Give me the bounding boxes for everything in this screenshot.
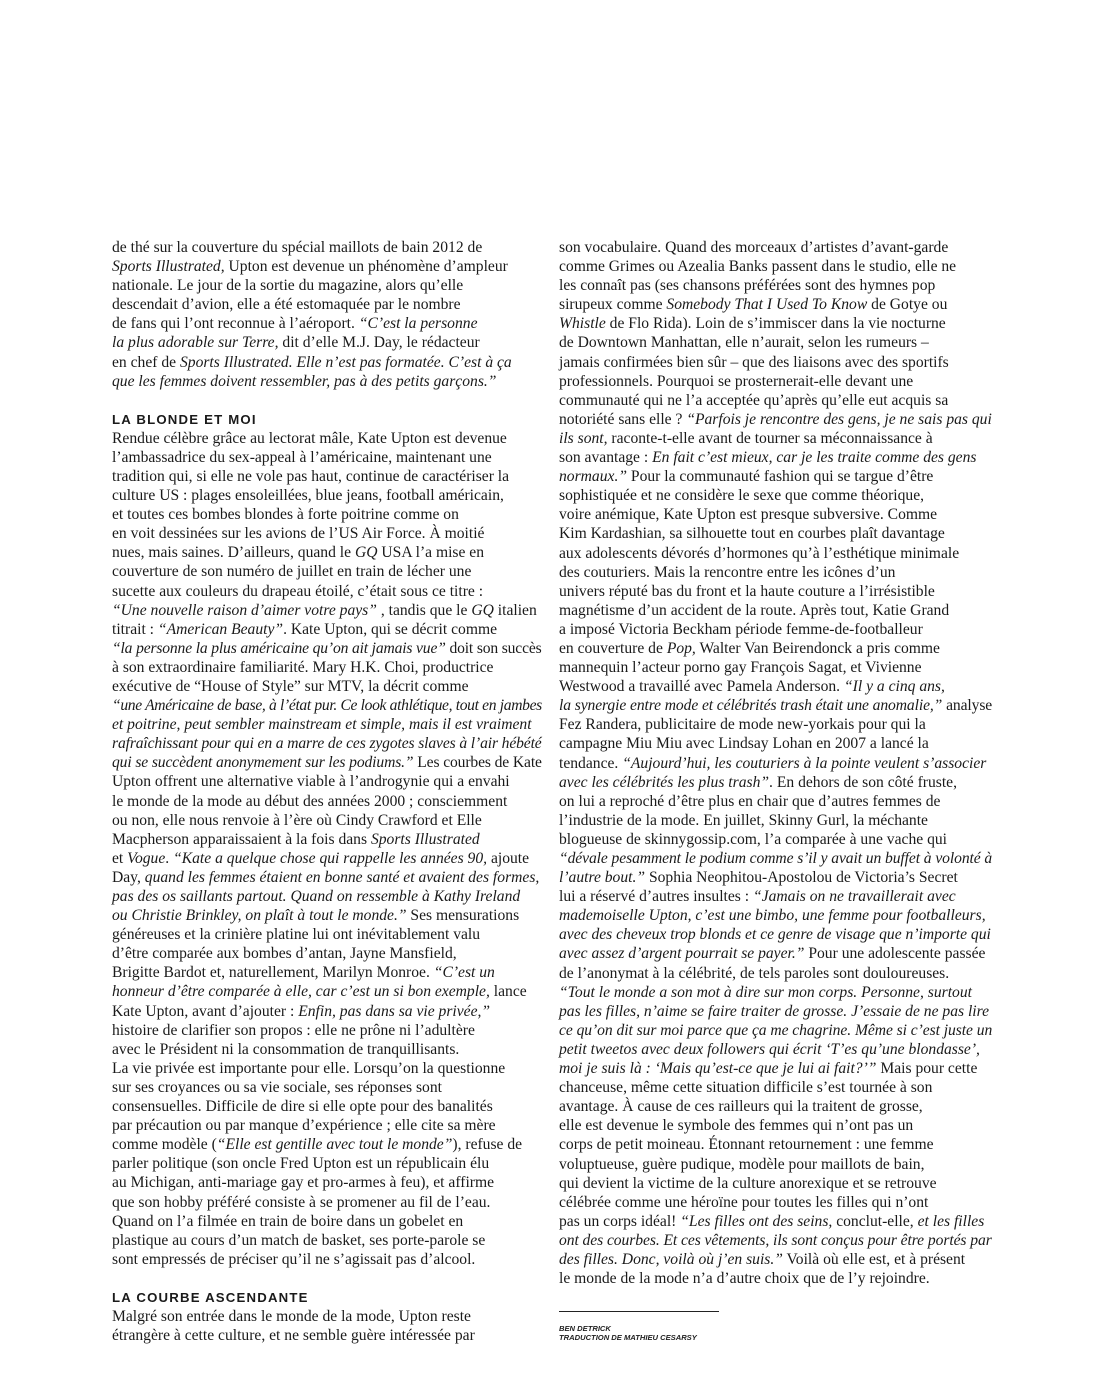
italic-text: normaux.”: [559, 468, 628, 486]
text-line: [112, 448, 542, 467]
text-run: Ses mensurations: [406, 907, 520, 925]
section-paragraph-courbe: [112, 1307, 542, 1345]
text-run: sirupeux comme: [559, 296, 667, 314]
text-run: célébrée comme une héroïne pour toutes les filles qui n’ont: [559, 1193, 929, 1211]
text-line: [112, 467, 542, 486]
text-line: [112, 1040, 542, 1059]
text-line: [559, 1135, 992, 1154]
text-run: culture US : plages ensoleillées, blue jeans, football américain,: [112, 487, 504, 505]
italic-text: Somebody That I Used To Know: [666, 296, 868, 314]
italic-text: “la personne la plus américaine qu’on ait jamais vue”: [112, 639, 446, 657]
section-paragraph-blonde: [112, 429, 542, 1269]
text-run: jamais confirmées bien sûr – que des liaisons avec des sportifs: [559, 353, 949, 371]
italic-text: que les femmes doivent ressembler, pas à des petits garçons.”: [112, 372, 497, 390]
text-line: [112, 639, 542, 658]
text-run: voluptueuse, guère pudique, modèle pour maillots de bain,: [559, 1155, 925, 1173]
text-run: on lui a reproché d’être plus en chair que d’autres femmes de: [559, 792, 941, 810]
text-line: [559, 238, 992, 257]
text-line: [112, 1250, 542, 1269]
italic-text: moi je suis là : ‘Mais qu’est-ce que je lui ai fait?’”: [559, 1060, 877, 1078]
text-run: de Gotye ou: [867, 296, 948, 314]
text-line: [112, 524, 542, 543]
text-run: , tandis que le: [376, 601, 472, 619]
text-line: [112, 1116, 542, 1135]
text-line: [112, 887, 542, 906]
text-run: au Michigan, anti-mariage gay et pro-armes à feu), et affirme: [112, 1174, 495, 1192]
text-line: [112, 1021, 542, 1040]
text-run: l’industrie de la mode. En juillet, Skinny Gurl, la méchante: [559, 811, 928, 829]
text-run: Quand on l’a filmée en train de boire dans un gobelet en: [112, 1212, 464, 1230]
text-line: [112, 1059, 542, 1078]
section-heading-blonde: LA BLONDE ET MOI: [112, 411, 257, 427]
text-run: magnétisme d’un accident de la route. Après tout, Katie Grand: [559, 601, 950, 619]
text-run: consensuelles. Difficile de dire si elle opte pour des banalités: [112, 1098, 493, 1116]
text-line: [112, 429, 542, 448]
text-line: [559, 925, 992, 944]
text-run: des couturiers. Mais la rencontre entre les icônes d’un: [559, 563, 896, 581]
text-line: [559, 1059, 992, 1078]
text-line: [112, 830, 542, 849]
text-run: Malgré son entrée dans le monde de la mode, Upton reste: [112, 1307, 471, 1325]
text-line: [559, 964, 992, 983]
text-run: tendance.: [559, 754, 623, 772]
text-line: [112, 1154, 542, 1173]
text-line: [112, 1231, 542, 1250]
text-line: [112, 314, 542, 333]
text-line: [112, 1326, 542, 1345]
text-line: [559, 295, 992, 314]
text-run: doit son succès: [445, 639, 542, 657]
text-line: [559, 544, 992, 563]
text-line: [112, 1135, 542, 1154]
text-line: [112, 963, 542, 982]
text-line: [112, 1212, 542, 1231]
italic-text: l’autre bout.”: [559, 869, 646, 887]
credits-block: [559, 1324, 697, 1343]
italic-text: ce qu’on dit sur moi parce que ça me chagrine. Même si c’est juste un: [559, 1021, 993, 1039]
text-line: [112, 276, 542, 295]
text-run: blogueuse de skinnygossip.com, l’a comparée à une vache qui: [559, 830, 947, 848]
italic-text: “Elle est gentille avec tout le monde”: [216, 1136, 453, 1154]
section-heading-courbe: LA COURBE ASCENDANTE: [112, 1289, 309, 1305]
text-line: [112, 295, 542, 314]
text-line: [559, 524, 992, 543]
italic-text: “C’est la personne: [358, 315, 478, 333]
italic-text: avec assez d’argent pourrait se payer.”: [559, 945, 805, 963]
text-run: raconte-t-elle avant de tourner sa méconnaissance à: [607, 429, 933, 447]
text-run: . En dehors de son côté fruste,: [769, 773, 957, 791]
translator-credit: TRADUCTION DE MATHIEU CESARSY: [559, 1333, 697, 1343]
text-run: Pour la communauté fashion qui se targue d’être: [627, 468, 934, 486]
text-line: [559, 372, 992, 391]
text-line: [559, 276, 992, 295]
text-line: [559, 1269, 992, 1288]
text-line: [559, 486, 992, 505]
text-run: pas un corps idéal!: [559, 1212, 681, 1230]
text-line: [112, 1002, 542, 1021]
italic-text: “Parfois je rencontre des gens, je ne sais pas qui: [686, 410, 992, 428]
text-run: à son extraordinaire familiarité. Mary H.K. Choi, productrice: [112, 658, 494, 676]
text-run: lance: [489, 983, 527, 1001]
text-run: italien: [493, 601, 537, 619]
italic-text: pas les filles, n’aime se faire traiter de grosse. J’essaie de ne pas lire: [559, 1002, 990, 1020]
italic-text: GQ: [471, 601, 494, 619]
text-line: [112, 753, 542, 772]
italic-text: Whistle: [559, 315, 606, 333]
italic-text: “Tout le monde a son mot à dire sur mon corps. Personne, surtout: [559, 983, 972, 1001]
text-run: de thé sur la couverture du spécial maillots de bain 2012 de: [112, 239, 483, 256]
italic-text: honneur d’être comparée à elle, car c’est un si bon exemple,: [112, 983, 490, 1001]
text-line: [559, 333, 992, 352]
continued-paragraph: [559, 238, 992, 1288]
text-line: [559, 620, 992, 639]
text-run: et toutes ces bombes blondes à forte poitrine comme on: [112, 506, 459, 524]
text-run: comme Grimes ou Azealia Banks passent dans le studio, elle ne: [559, 258, 957, 276]
italic-text: des filles. Donc, voilà où j’en suis.”: [559, 1250, 783, 1268]
text-line: [112, 944, 542, 963]
text-line: [559, 944, 992, 963]
italic-text: “Kate a quelque chose qui rappelle les années 90,: [173, 849, 488, 867]
text-line: [112, 257, 542, 276]
text-line: [112, 562, 542, 581]
text-line: [559, 1250, 992, 1269]
italic-text: pas des os saillants partout. Quand on ressemble à Kathy Ireland: [112, 888, 521, 905]
author-credit: BEN DETRICK: [559, 1324, 611, 1333]
text-line: [559, 563, 992, 582]
text-run: Walter Van Beirendonck a pris comme: [695, 639, 940, 657]
italic-text: Sports Illustrated. Elle n’est pas formatée. C’est à ça: [179, 353, 512, 371]
text-run: Westwood a travaillé avec Pamela Anderson.: [559, 678, 844, 696]
text-run: descendait d’avion, elle a été estomaquée par le nombre: [112, 296, 461, 314]
text-run: corps de petit moineau. Étonnant retournement : une femme: [559, 1136, 934, 1154]
text-run: sophistiquée et ne considère le sexe que comme théorique,: [559, 487, 925, 505]
text-run: . Kate Upton, qui se décrit comme: [283, 620, 497, 638]
italic-text: ont des courbes. Et ces vêtements, ils sont conçus pour être portés par: [559, 1231, 992, 1249]
text-run: a imposé Victoria Beckham période femme-de-footballeur: [559, 620, 923, 638]
text-run: couverture de son numéro de juillet en train de lécher une: [112, 563, 472, 581]
text-line: [559, 601, 992, 620]
text-run: professionnels. Pourquoi se prosternerait-elle devant une: [559, 372, 914, 390]
italic-text: qui se succèdent anonymement sur les podiums.”: [112, 754, 414, 772]
text-line: [112, 543, 542, 562]
italic-text: rafraîchissant pour qui en a marre de ces zygotes slaves à l’air hébété: [112, 735, 542, 753]
text-run: La vie privée est importante pour elle. Lorsqu’on la questionne: [112, 1059, 506, 1077]
text-line: [112, 1097, 542, 1116]
italic-text: et les filles: [917, 1212, 985, 1230]
text-line: [112, 1078, 542, 1097]
text-line: [112, 601, 542, 620]
text-run: et: [112, 849, 128, 867]
text-run: voire anémique, Kate Upton est presque subversive. Comme: [559, 506, 938, 524]
text-line: [559, 906, 992, 925]
italic-text: Enfin, pas dans sa vie privée,”: [298, 1002, 491, 1020]
italic-text: quand les femmes étaient en bonne santé et avaient des formes,: [144, 868, 540, 886]
text-line: [559, 849, 992, 868]
text-run: ajoute: [487, 849, 530, 867]
text-run: mannequin l’acteur porno gay François Sagat, et Vivienne: [559, 659, 922, 677]
text-run: tradition qui, si elle ne vole pas haut, continue de caractériser la: [112, 467, 510, 485]
text-run: Voilà où elle est, et à présent: [782, 1250, 966, 1268]
right-column: [559, 238, 992, 1288]
text-run: campagne Miu Miu avec Lindsay Lohan en 2007 a lancé la: [559, 735, 929, 753]
text-line: [559, 391, 992, 410]
text-line: [559, 696, 992, 715]
italic-text: “Jamais on ne travaillerait avec: [753, 888, 956, 906]
italic-text: “Une nouvelle raison d’aimer votre pays”: [112, 601, 377, 619]
text-run: chanceuse, même cette situation difficile s’est tournée à son: [559, 1079, 933, 1097]
text-run: Macpherson apparaissaient à la fois dans: [112, 830, 371, 848]
italic-text: GQ: [354, 544, 378, 562]
text-line: [112, 1193, 542, 1212]
text-line: [112, 982, 542, 1001]
text-line: [112, 372, 542, 391]
italic-text: avec des cheveux trop blonds et ce genre de visage que n’importe qui: [559, 926, 991, 944]
text-line: [559, 1097, 992, 1116]
italic-text: la synergie entre mode et célébrités trash était une anomalie,”: [559, 697, 943, 715]
text-run: généreuses et la crinière platine lui ont inévitablement valu: [112, 926, 481, 944]
text-run: en couverture de: [559, 639, 667, 657]
italic-text: En fait c’est mieux, car je les traite comme des gens: [652, 449, 977, 467]
text-line: [112, 715, 542, 734]
text-run: Upton offrent une alternative viable à l’androgynie qui a envahi: [112, 773, 510, 791]
text-run: plastique au cours d’un match de basket, ses porte-parole se: [112, 1231, 486, 1249]
text-line: [559, 429, 992, 448]
text-line: [559, 1231, 992, 1250]
text-line: [559, 830, 992, 849]
text-line: [559, 734, 992, 753]
text-run: nues, mais saines. D’ailleurs, quand le: [112, 544, 355, 562]
italic-text: Vogue: [127, 849, 166, 867]
text-line: [559, 1193, 992, 1212]
text-line: [559, 983, 992, 1002]
italic-text: la plus adorable sur Terre,: [112, 334, 279, 352]
text-run: par précaution ou par manque d’expérience ; elle cite sa mère: [112, 1117, 496, 1135]
text-run: lui a réservé d’autres insultes :: [559, 888, 753, 906]
italic-text: “Il y a cinq ans,: [843, 678, 945, 696]
text-run: de Flo Rida). Loin de s’immiscer dans la vie nocturne: [605, 315, 946, 333]
text-line: [559, 1212, 992, 1231]
text-line: [559, 448, 992, 467]
italic-text: ils sont,: [559, 429, 608, 447]
text-line: [112, 486, 542, 505]
text-run: ), refuse de: [452, 1136, 523, 1154]
italic-text: Pop,: [666, 639, 696, 657]
text-line: [112, 849, 542, 868]
text-run: exécutive de “House of Style” sur MTV, la décrit comme: [112, 677, 469, 695]
text-run: Upton est devenue un phénomène d’ampleur: [224, 258, 508, 276]
credits-divider: [559, 1311, 719, 1312]
text-run: de l’anonymat à la célébrité, de tels paroles sont douloureuses.: [559, 964, 950, 982]
italic-text: mademoiselle Upton, c’est une bimbo, une femme pour footballeurs,: [559, 907, 986, 925]
italic-text: et poitrine, peut sembler mainstream et simple, mais il est vraiment: [112, 716, 532, 734]
text-line: [112, 238, 542, 257]
text-line: [559, 792, 992, 811]
text-line: [112, 811, 542, 830]
text-line: [112, 620, 542, 639]
text-run: nationale. Le jour de la sortie du magazine, alors qu’elle: [112, 277, 464, 295]
italic-text: “Aujourd’hui, les couturiers à la pointe veulent s’associer: [622, 754, 987, 772]
italic-text: Sports Illustrated,: [112, 258, 225, 276]
text-run: le monde de la mode au début des années 2000 ; consciemment: [112, 792, 508, 810]
text-line: [112, 868, 542, 887]
text-run: Kate Upton, avant d’ajouter :: [112, 1002, 299, 1020]
text-run: de fans qui l’ont reconnue à l’aéroport.: [112, 315, 359, 333]
text-line: [112, 353, 542, 372]
text-run: l’ambassadrice du sex-appeal à l’américaine, maintenant une: [112, 448, 492, 466]
text-line: [559, 1040, 992, 1059]
text-run: notoriété sans elle ?: [559, 410, 687, 428]
text-line: [559, 677, 992, 696]
text-line: [559, 1116, 992, 1135]
text-line: [559, 353, 992, 372]
text-run: ou non, elle nous renvoie à l’ère où Cindy Crawford et Elle: [112, 811, 482, 829]
text-run: elle est devenue le symbole des femmes qui n’ont pas un: [559, 1117, 914, 1135]
text-run: USA l’a mise en: [377, 544, 485, 562]
text-run: dit d’elle M.J. Day, le rédacteur: [278, 334, 480, 352]
text-run: histoire de clarifier son propos : elle ne prône ni l’adultère: [112, 1021, 475, 1039]
text-run: en chef de: [112, 353, 180, 371]
text-line: [559, 505, 992, 524]
text-run: de Downtown Manhattan, elle n’aurait, selon les rumeurs –: [559, 334, 929, 352]
text-line: [112, 696, 542, 715]
text-run: d’être comparée aux bombes d’antan, Jayne Mansfield,: [112, 945, 457, 963]
text-run: Brigitte Bardot et, naturellement, Marilyn Monroe.: [112, 964, 434, 982]
text-run: avec le Président ni la consommation de tranquillisants.: [112, 1040, 460, 1058]
text-line: [112, 582, 542, 601]
text-line: [559, 1002, 992, 1021]
italic-text: “American Beauty”: [157, 620, 284, 638]
text-run: le monde de la mode n’a d’autre choix que de l’y rejoindre.: [559, 1270, 930, 1288]
text-run: en voit dessinées sur les avions de l’US Air Force. À moitié: [112, 525, 485, 543]
text-run: conclut-elle,: [832, 1212, 918, 1230]
text-run: que son hobby préféré consiste à se promener au fil de l’eau.: [112, 1193, 491, 1211]
text-run: aux adolescents dévorés d’hormones qu’à l’esthétique minimale: [559, 544, 960, 562]
text-run: analyse: [942, 697, 993, 715]
text-line: [112, 925, 542, 944]
text-line: [112, 906, 542, 925]
italic-text: “Les filles ont des seins,: [680, 1212, 833, 1230]
italic-text: avec les célébrités les plus trash”: [559, 773, 770, 791]
text-line: [112, 658, 542, 677]
text-line: [559, 715, 992, 734]
text-line: [559, 887, 992, 906]
text-run: avantage. À cause de ces railleurs qui la traitent de grosse,: [559, 1098, 923, 1116]
text-run: les connaît pas (ses chansons préférées sont des hymnes pop: [559, 277, 936, 295]
text-run: communauté qui ne l’a acceptée qu’après qu’elle eut acquis sa: [559, 391, 949, 409]
text-run: titrait :: [112, 620, 158, 638]
text-line: [559, 1078, 992, 1097]
text-run: parler politique (son oncle Fred Upton est un républicain élu: [112, 1155, 490, 1173]
text-line: [112, 1307, 542, 1326]
text-run: Mais pour cette: [876, 1060, 978, 1078]
text-line: [559, 639, 992, 658]
text-run: univers réputé bas du front et la haute couture a l’irrésistible: [559, 582, 935, 600]
text-line: [112, 333, 542, 352]
text-line: [559, 1021, 992, 1040]
intro-paragraph: [112, 238, 542, 391]
text-run: qui devient la victime de la culture anorexique et se retrouve: [559, 1174, 937, 1192]
text-line: [559, 467, 992, 486]
italic-text: petit tweetos avec deux followers qui écrit ‘T’es qu’une blondasse’,: [559, 1040, 980, 1058]
text-line: [112, 1173, 542, 1192]
spacer: [112, 391, 542, 410]
text-run: Pour une adolescente passée: [804, 945, 986, 963]
text-run: sur ses croyances ou sa vie sociale, ses réponses sont: [112, 1078, 442, 1096]
text-line: [559, 410, 992, 429]
italic-text: Sports Illustrated: [370, 830, 480, 848]
text-run: Les courbes de Kate: [413, 754, 542, 772]
text-run: étrangère à cette culture, et ne semble guère intéressée par: [112, 1326, 475, 1344]
text-run: sont empressés de préciser qu’il ne s’agissait pas d’alcool.: [112, 1250, 476, 1268]
text-line: [112, 505, 542, 524]
italic-text: ou Christie Brinkley, on plaît à tout le monde.”: [112, 907, 407, 925]
text-line: [112, 772, 542, 791]
text-run: .: [165, 849, 174, 867]
text-run: sucette aux couleurs du drapeau étoilé, c’était sous ce titre :: [112, 582, 484, 600]
left-column: [112, 238, 542, 1345]
italic-text: “C’est un: [433, 964, 495, 982]
text-line: [112, 792, 542, 811]
italic-text: “une Américaine de base, à l’état pur. Ce look athlétique, tout en jambes: [112, 697, 542, 715]
text-line: [559, 658, 992, 677]
text-line: [559, 1174, 992, 1193]
text-line: [559, 1155, 992, 1174]
text-line: [559, 257, 992, 276]
text-run: Day,: [112, 868, 145, 886]
text-line: [112, 734, 542, 753]
italic-text: “dévale pesamment le podium comme s’il y avait un buffet à volonté à: [559, 850, 993, 867]
text-line: [559, 314, 992, 333]
text-run: Sophia Neophitou-Apostolou de Victoria’s Secret: [645, 869, 958, 887]
text-line: [559, 754, 992, 773]
text-line: [559, 811, 992, 830]
text-run: comme modèle (: [112, 1136, 217, 1154]
text-run: Rendue célèbre grâce au lectorat mâle, Kate Upton est devenue: [112, 429, 507, 447]
text-run: Kim Kardashian, sa silhouette tout en courbes plaît davantage: [559, 525, 945, 543]
text-run: Fez Randera, publicitaire de mode new-yorkais pour qui la: [559, 716, 926, 734]
text-line: [559, 868, 992, 887]
spacer: [112, 1269, 542, 1288]
text-run: son vocabulaire. Quand des morceaux d’artistes d’avant-garde: [559, 239, 949, 256]
text-line: [559, 582, 992, 601]
text-run: son avantage :: [559, 449, 653, 467]
text-line: [559, 773, 992, 792]
text-line: [112, 677, 542, 696]
